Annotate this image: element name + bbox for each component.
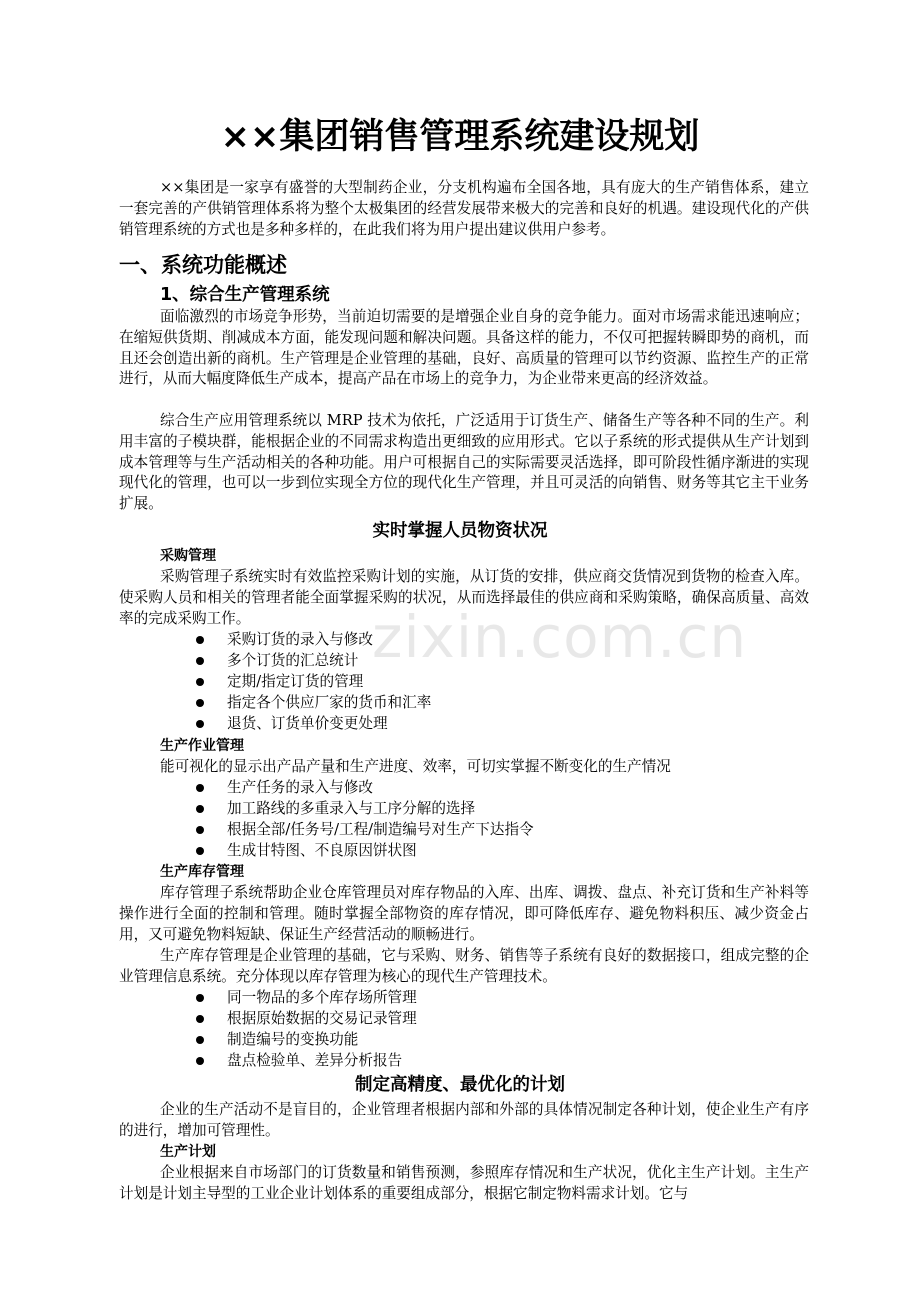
- bullet-icon: [196, 657, 204, 665]
- block-heading-realtime: 实时掌握人员物资状况: [372, 521, 548, 541]
- bullet-icon: [196, 1036, 204, 1044]
- list-item: 加工路线的多重录入与工序分解的选择: [193, 799, 534, 820]
- bullet-icon: [196, 699, 204, 707]
- list-item: 指定各个供应厂家的货币和汇率: [193, 693, 431, 714]
- subsection-heading-1: 1、综合生产管理系统: [160, 285, 330, 305]
- bullet-icon: [196, 1015, 204, 1023]
- watermark: zixin.com.cn: [372, 603, 748, 671]
- bullet-icon: [196, 720, 204, 728]
- block-heading-planning: 制定高精度、最优化的计划: [355, 1075, 565, 1095]
- heading-production-plan: 生产计划: [160, 1144, 216, 1160]
- list-item: 退货、订货单价变更处理: [193, 714, 431, 735]
- paragraph-production-management-1: 面临激烈的市场竞争形势，当前迫切需要的是增强企业自身的竞争能力。面对市场需求能迅速响应；在缩短供货期、削减成本方面，能发现问题和解决问题。具备这样的能力，不仅可把握转瞬即势的商机，而且还会创造出新的商机。生产管理是企业管理的基础，良好、高质量的管理可以节约资源、监控生产的正常进行，从而大幅度降低生产成本，提高产品在市场上的竞争力，为企业带来更高的经济效益。: [119, 308, 809, 388]
- paragraph-inventory-1: 库存管理子系统帮助企业仓库管理员对库存物品的入库、出库、调拨、盘点、补充订货和生产补料等操作进行全面的控制和管理。随时掌握全部物资的库存情况，即可降低库存、避免物料积压、减少资金占用，又可避免物料短缺、保证生产经营活动的顺畅进行。: [119, 884, 809, 943]
- list-item: 根据原始数据的交易记录管理: [193, 1009, 417, 1030]
- bullet-icon: [196, 826, 204, 834]
- bullet-icon: [196, 805, 204, 813]
- bullet-icon: [196, 636, 204, 644]
- list-item: 定期/指定订货的管理: [193, 672, 431, 693]
- bullet-icon: [196, 784, 204, 792]
- list-item: 采购订货的录入与修改: [193, 630, 431, 651]
- paragraph-purchase: 采购管理子系统实时有效监控采购计划的实施，从订货的安排，供应商交货情况到货物的检查入库。使采购人员和相关的管理者能全面掌握采购的状况，从而选择最佳的供应商和采购策略，确保高质量、高效率的完成采购工作。: [119, 568, 809, 627]
- page-title: ××集团销售管理系统建设规划: [220, 117, 700, 157]
- list-item: 盘点检验单、差异分析报告: [193, 1051, 417, 1072]
- list-production: [193, 778, 534, 862]
- list-item: 生成甘特图、不良原因饼状图: [193, 841, 534, 862]
- list-item: 同一物品的多个库存场所管理: [193, 988, 417, 1009]
- paragraph-inventory-2: 生产库存管理是企业管理的基础，它与采购、财务、销售等子系统有良好的数据接口，组成完整的企业管理信息系统。充分体现以库存管理为核心的现代生产管理技术。: [119, 947, 809, 985]
- paragraph-production: 能可视化的显示出产品产量和生产进度、效率，可切实掌握不断变化的生产情况: [160, 758, 671, 775]
- bullet-icon: [196, 994, 204, 1002]
- heading-production: 生产作业管理: [160, 738, 244, 754]
- list-item: 生产任务的录入与修改: [193, 778, 534, 799]
- section-heading-1: 一、系统功能概述: [119, 253, 287, 277]
- intro-paragraph: ××集团是一家享有盛誉的大型制药企业，分支机构遍布全国各地，具有庞大的生产销售体系，建立一套完善的产供销管理体系将为整个太极集团的经营发展带来极大的完善和良好的机遇。建设现代化的产供销管理系统的方式也是多种多样的，在此我们将为用户提出建议供用户参考。: [119, 179, 809, 238]
- list-item: 根据全部/任务号/工程/制造编号对生产下达指令: [193, 820, 534, 841]
- paragraph-production-plan: 企业根据来自市场部门的订货数量和销售预测，参照库存情况和生产状况，优化主生产计划。主生产计划是计划主导型的工业企业计划体系的重要组成部分，根据它制定物料需求计划。它与: [119, 1164, 809, 1202]
- paragraph-planning: 企业的生产活动不是盲目的，企业管理者根据内部和外部的具体情况制定各种计划，使企业生产有序的进行，增加可管理性。: [119, 1101, 809, 1139]
- bullet-icon: [196, 1057, 204, 1065]
- bullet-icon: [196, 678, 204, 686]
- list-item: 制造编号的变换功能: [193, 1030, 417, 1051]
- list-inventory: [193, 988, 417, 1072]
- paragraph-production-management-2: 综合生产应用管理系统以 MRP 技术为依托，广泛适用于订货生产、储备生产等各种不同的生产。利用丰富的子模块群，能根据企业的不同需求构造出更细致的应用形式。它以子系统的形式提供从生产计划到成本管理等与生产活动相关的各种功能。用户可根据自己的实际需要灵活选择，即可阶段性循序渐进的实现现代化的管理，也可以一步到位实现全方位的现代化生产管理，并且可灵活的向销售、财务等其它主干业务扩展。: [119, 412, 809, 513]
- heading-purchase: 采购管理: [160, 548, 216, 564]
- heading-inventory: 生产库存管理: [160, 864, 244, 880]
- list-item: 多个订货的汇总统计: [193, 651, 431, 672]
- bullet-icon: [196, 847, 204, 855]
